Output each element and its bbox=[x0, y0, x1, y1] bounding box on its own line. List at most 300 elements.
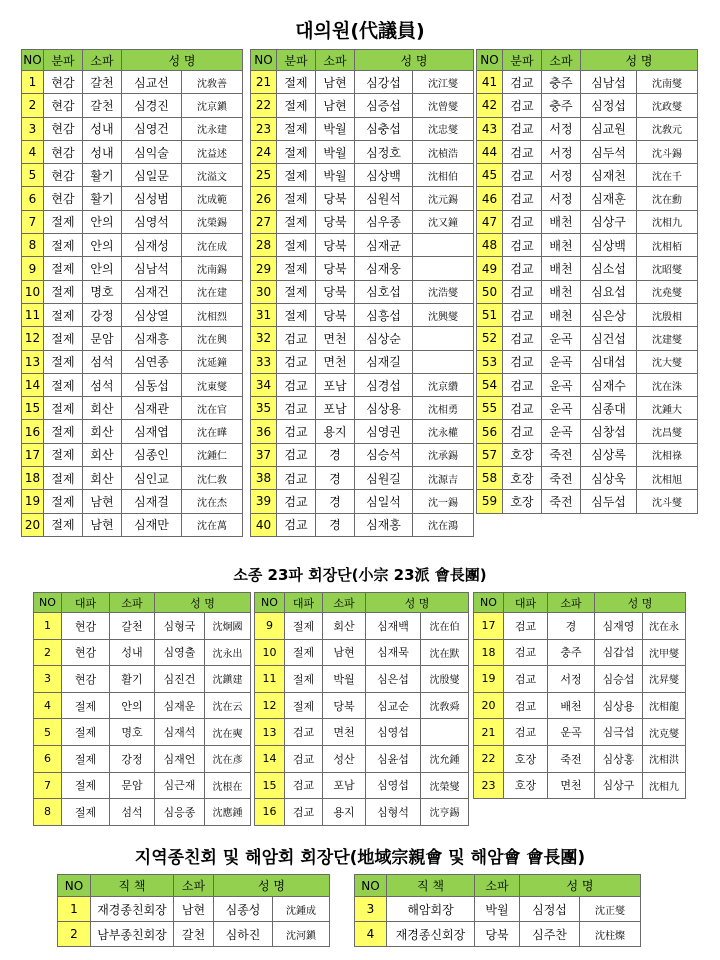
name-hanja-cell: 沈敎善 bbox=[182, 71, 243, 94]
branch-cell: 절제 bbox=[285, 639, 323, 666]
name-korean-cell: 심극섭 bbox=[595, 719, 643, 746]
subbranch-cell: 박월 bbox=[475, 897, 520, 922]
name-korean-cell: 심상백 bbox=[355, 164, 413, 187]
branch-cell: 현감 bbox=[62, 639, 110, 666]
name-hanja-cell: 沈元錫 bbox=[413, 187, 474, 210]
table-row bbox=[251, 164, 474, 187]
table-row bbox=[22, 490, 243, 513]
name-hanja-cell: 沈殷燮 bbox=[421, 666, 469, 693]
branch-cell: 현감 bbox=[44, 140, 83, 163]
name-hanja-cell: 沈炯國 bbox=[205, 613, 251, 640]
table-row bbox=[477, 443, 698, 466]
row-number: 8 bbox=[22, 234, 44, 257]
name-hanja-cell: 沈相旭 bbox=[637, 467, 698, 490]
branch-cell: 검교 bbox=[277, 373, 316, 396]
header-subbranch: 소파 bbox=[316, 50, 355, 71]
branch-cell: 남부종친회장 bbox=[91, 922, 174, 947]
subbranch-cell: 명호 bbox=[110, 719, 155, 746]
branch-cell: 검교 bbox=[277, 467, 316, 490]
row-number: 35 bbox=[251, 397, 277, 420]
header-branch: 대파 bbox=[285, 593, 323, 613]
row-number: 2 bbox=[34, 639, 62, 666]
row-number: 8 bbox=[34, 799, 62, 826]
header-name: 성 명 bbox=[355, 50, 474, 71]
row-number: 5 bbox=[22, 164, 44, 187]
subbranch-cell: 배천 bbox=[542, 210, 581, 233]
header-row bbox=[474, 593, 686, 613]
name-hanja-cell: 沈克燮 bbox=[643, 719, 686, 746]
delegates-title: 대의원(代議員) bbox=[295, 20, 425, 42]
name-korean-cell: 심교순 bbox=[366, 692, 421, 719]
row-number: 10 bbox=[255, 639, 285, 666]
table-row bbox=[477, 490, 698, 513]
name-hanja-cell: 沈東燮 bbox=[182, 373, 243, 396]
name-korean-cell: 심재언 bbox=[155, 745, 205, 772]
row-number: 50 bbox=[477, 280, 503, 303]
table-row bbox=[34, 772, 251, 799]
branch-cell: 절제 bbox=[44, 303, 83, 326]
table-row bbox=[477, 373, 698, 396]
row-number: 40 bbox=[251, 513, 277, 536]
row-number: 6 bbox=[22, 187, 44, 210]
subbranch-cell: 섬석 bbox=[110, 799, 155, 826]
row-number: 31 bbox=[251, 303, 277, 326]
branch-cell: 현감 bbox=[44, 71, 83, 94]
row-number: 16 bbox=[255, 799, 285, 826]
name-hanja-cell: 沈堯燮 bbox=[637, 280, 698, 303]
name-korean-cell: 심은섭 bbox=[366, 666, 421, 693]
name-hanja-cell: 沈永權 bbox=[413, 420, 474, 443]
branch-cell: 현감 bbox=[44, 164, 83, 187]
branch-cell: 절제 bbox=[44, 234, 83, 257]
name-korean-cell: 심우종 bbox=[355, 210, 413, 233]
row-number: 52 bbox=[477, 327, 503, 350]
row-number: 11 bbox=[22, 303, 44, 326]
header-no: NO bbox=[251, 50, 277, 71]
name-hanja-cell: 沈在杰 bbox=[182, 490, 243, 513]
branch-cell: 절제 bbox=[44, 513, 83, 536]
row-number: 3 bbox=[355, 897, 387, 922]
table-row bbox=[477, 350, 698, 373]
header-branch: 직 책 bbox=[91, 875, 174, 897]
subbranch-cell: 면천 bbox=[548, 772, 595, 799]
table-row bbox=[251, 490, 474, 513]
name-korean-cell: 심재백 bbox=[366, 613, 421, 640]
branch-cell: 절제 bbox=[44, 350, 83, 373]
row-number: 44 bbox=[477, 140, 503, 163]
branch-cell: 검교 bbox=[503, 187, 542, 210]
subbranch-cell: 경 bbox=[316, 443, 355, 466]
subbranch-cell: 문암 bbox=[110, 772, 155, 799]
branch-cell: 절제 bbox=[277, 140, 316, 163]
branch-cell: 절제 bbox=[277, 94, 316, 117]
subbranch-cell: 포남 bbox=[316, 373, 355, 396]
table-row bbox=[474, 719, 686, 746]
name-korean-cell: 심응종 bbox=[155, 799, 205, 826]
name-hanja-cell: 沈在奭 bbox=[205, 719, 251, 746]
table-row bbox=[255, 799, 469, 826]
name-hanja-cell: 沈在默 bbox=[421, 639, 469, 666]
subbranch-cell: 남현 bbox=[316, 94, 355, 117]
name-korean-cell: 심두석 bbox=[581, 140, 637, 163]
header-subbranch: 소파 bbox=[174, 875, 214, 897]
header-branch: 직 책 bbox=[387, 875, 475, 897]
name-korean-cell: 심영출 bbox=[155, 639, 205, 666]
header-row bbox=[34, 593, 251, 613]
name-hanja-cell: 沈承錫 bbox=[413, 443, 474, 466]
subbranch-cell: 박월 bbox=[316, 164, 355, 187]
subbranch-cell: 당북 bbox=[475, 922, 520, 947]
subbranch-cell: 죽전 bbox=[542, 467, 581, 490]
name-hanja-cell: 沈在興 bbox=[182, 327, 243, 350]
subbranch-cell: 회산 bbox=[83, 443, 122, 466]
branch-cell: 호장 bbox=[504, 772, 548, 799]
table-row bbox=[477, 164, 698, 187]
header-name: 성 명 bbox=[595, 593, 686, 613]
table-row bbox=[251, 513, 474, 536]
branch-cell: 절제 bbox=[62, 799, 110, 826]
subbranch-cell: 박월 bbox=[323, 666, 366, 693]
name-korean-cell: 심강섭 bbox=[355, 71, 413, 94]
table-row bbox=[22, 303, 243, 326]
table-row bbox=[22, 257, 243, 280]
header-subbranch: 소파 bbox=[323, 593, 366, 613]
name-hanja-cell: 沈殷相 bbox=[637, 303, 698, 326]
subbranch-cell: 남현 bbox=[323, 639, 366, 666]
name-hanja-cell: 沈益述 bbox=[182, 140, 243, 163]
row-number: 1 bbox=[34, 613, 62, 640]
heads23-title: 소종 23파 회장단(小宗 23派 會長團) bbox=[233, 566, 487, 584]
table-row bbox=[251, 117, 474, 140]
row-number: 7 bbox=[34, 772, 62, 799]
branch-cell: 절제 bbox=[44, 373, 83, 396]
header-subbranch: 소파 bbox=[548, 593, 595, 613]
branch-cell: 검교 bbox=[503, 257, 542, 280]
header-no: NO bbox=[477, 50, 503, 71]
table-row bbox=[255, 639, 469, 666]
branch-cell: 절제 bbox=[277, 303, 316, 326]
name-korean-cell: 심승석 bbox=[355, 443, 413, 466]
branch-cell: 절제 bbox=[277, 210, 316, 233]
name-korean-cell: 심재길 bbox=[355, 350, 413, 373]
name-hanja-cell: 沈京鎭 bbox=[182, 94, 243, 117]
subbranch-cell: 죽전 bbox=[548, 745, 595, 772]
subbranch-cell: 갈천 bbox=[110, 613, 155, 640]
name-korean-cell: 심재만 bbox=[122, 513, 182, 536]
name-korean-cell: 심재홍 bbox=[355, 513, 413, 536]
branch-cell: 검교 bbox=[503, 420, 542, 443]
table-row bbox=[477, 257, 698, 280]
subbranch-cell: 운곡 bbox=[542, 420, 581, 443]
name-hanja-cell: 沈大燮 bbox=[637, 350, 698, 373]
name-korean-cell: 심상순 bbox=[355, 327, 413, 350]
subbranch-cell: 활기 bbox=[83, 164, 122, 187]
branch-cell: 검교 bbox=[277, 397, 316, 420]
branch-cell: 절제 bbox=[277, 71, 316, 94]
table-row bbox=[255, 613, 469, 640]
name-korean-cell: 심영권 bbox=[355, 420, 413, 443]
branch-cell: 검교 bbox=[503, 164, 542, 187]
name-hanja-cell: 沈榮錫 bbox=[182, 210, 243, 233]
table-row bbox=[58, 922, 330, 947]
branch-cell: 호장 bbox=[504, 745, 548, 772]
row-number: 12 bbox=[22, 327, 44, 350]
branch-cell: 절제 bbox=[285, 666, 323, 693]
subbranch-cell: 포남 bbox=[323, 772, 366, 799]
table-row bbox=[22, 327, 243, 350]
branch-cell: 검교 bbox=[277, 350, 316, 373]
subbranch-cell: 면천 bbox=[316, 327, 355, 350]
branch-cell: 검교 bbox=[277, 327, 316, 350]
name-hanja-cell: 沈源吉 bbox=[413, 467, 474, 490]
name-korean-cell: 심재흥 bbox=[122, 327, 182, 350]
name-hanja-cell: 沈允鍾 bbox=[421, 745, 469, 772]
branch-cell: 검교 bbox=[285, 719, 323, 746]
name-korean-cell: 심요섭 bbox=[581, 280, 637, 303]
branch-cell: 절제 bbox=[44, 490, 83, 513]
name-hanja-cell: 沈斗燮 bbox=[637, 490, 698, 513]
row-number: 6 bbox=[34, 745, 62, 772]
name-hanja-cell: 沈在曄 bbox=[182, 420, 243, 443]
table-row bbox=[251, 71, 474, 94]
subbranch-cell: 활기 bbox=[110, 666, 155, 693]
table-row bbox=[22, 140, 243, 163]
subbranch-cell: 배천 bbox=[548, 692, 595, 719]
name-hanja-cell: 沈敎元 bbox=[637, 117, 698, 140]
table-row bbox=[474, 745, 686, 772]
name-korean-cell: 심창섭 bbox=[581, 420, 637, 443]
subbranch-cell: 회산 bbox=[83, 397, 122, 420]
table-row bbox=[22, 513, 243, 536]
table-row bbox=[474, 639, 686, 666]
header-name: 성 명 bbox=[520, 875, 641, 897]
name-korean-cell: 심남석 bbox=[122, 257, 182, 280]
table-row bbox=[255, 666, 469, 693]
row-number: 51 bbox=[477, 303, 503, 326]
branch-cell: 절제 bbox=[44, 280, 83, 303]
table-row bbox=[251, 303, 474, 326]
branch-cell: 검교 bbox=[503, 210, 542, 233]
name-hanja-cell: 沈永出 bbox=[205, 639, 251, 666]
table-row bbox=[477, 397, 698, 420]
name-korean-cell: 심재엽 bbox=[122, 420, 182, 443]
row-number: 10 bbox=[22, 280, 44, 303]
subbranch-cell: 남현 bbox=[83, 490, 122, 513]
table-row bbox=[22, 94, 243, 117]
branch-cell: 검교 bbox=[503, 234, 542, 257]
subbranch-cell: 남현 bbox=[174, 897, 214, 922]
name-hanja-cell: 沈敎舜 bbox=[421, 692, 469, 719]
name-hanja-cell: 沈在勳 bbox=[637, 187, 698, 210]
branch-cell: 절제 bbox=[44, 257, 83, 280]
row-number: 25 bbox=[251, 164, 277, 187]
subbranch-cell: 성산 bbox=[323, 745, 366, 772]
table-row bbox=[34, 613, 251, 640]
branch-cell: 검교 bbox=[504, 666, 548, 693]
name-hanja-cell: 沈在伯 bbox=[421, 613, 469, 640]
header-no: NO bbox=[22, 50, 44, 71]
row-number: 11 bbox=[255, 666, 285, 693]
row-number: 49 bbox=[477, 257, 503, 280]
row-number: 56 bbox=[477, 420, 503, 443]
name-korean-cell: 심재석 bbox=[155, 719, 205, 746]
subbranch-cell: 박월 bbox=[316, 117, 355, 140]
header-branch: 분파 bbox=[503, 50, 542, 71]
name-hanja-cell bbox=[413, 234, 474, 257]
row-number: 46 bbox=[477, 187, 503, 210]
branch-cell: 검교 bbox=[503, 71, 542, 94]
subbranch-cell: 서정 bbox=[542, 164, 581, 187]
table-row bbox=[251, 373, 474, 396]
header-no: NO bbox=[474, 593, 504, 613]
name-korean-cell: 심재훈 bbox=[581, 187, 637, 210]
header-row bbox=[255, 593, 469, 613]
row-number: 43 bbox=[477, 117, 503, 140]
name-korean-cell: 심연종 bbox=[122, 350, 182, 373]
name-korean-cell: 심상록 bbox=[581, 443, 637, 466]
name-korean-cell: 심종성 bbox=[214, 897, 273, 922]
table-row bbox=[251, 94, 474, 117]
name-korean-cell: 심상용 bbox=[595, 692, 643, 719]
table-row bbox=[355, 897, 641, 922]
subbranch-cell: 갈천 bbox=[83, 94, 122, 117]
branch-cell: 재경종신회장 bbox=[387, 922, 475, 947]
name-korean-cell: 심상백 bbox=[581, 234, 637, 257]
branch-cell: 절제 bbox=[277, 117, 316, 140]
branch-cell: 절제 bbox=[44, 327, 83, 350]
name-korean-cell: 심재성 bbox=[122, 234, 182, 257]
header-row bbox=[22, 50, 243, 71]
name-korean-cell: 심상홍 bbox=[595, 745, 643, 772]
branch-cell: 절제 bbox=[44, 397, 83, 420]
row-number: 12 bbox=[255, 692, 285, 719]
row-number: 19 bbox=[474, 666, 504, 693]
name-korean-cell: 심성범 bbox=[122, 187, 182, 210]
name-korean-cell: 심윤섭 bbox=[366, 745, 421, 772]
subbranch-cell: 면천 bbox=[323, 719, 366, 746]
branch-cell: 절제 bbox=[277, 234, 316, 257]
name-korean-cell: 심영건 bbox=[122, 117, 182, 140]
subbranch-cell: 서정 bbox=[542, 140, 581, 163]
table-row bbox=[22, 117, 243, 140]
name-hanja-cell: 沈鍾仁 bbox=[182, 443, 243, 466]
name-hanja-cell bbox=[413, 257, 474, 280]
branch-cell: 절제 bbox=[44, 420, 83, 443]
subbranch-cell: 배천 bbox=[542, 234, 581, 257]
table-row bbox=[477, 467, 698, 490]
row-number: 17 bbox=[22, 443, 44, 466]
name-korean-cell: 심소섭 bbox=[581, 257, 637, 280]
header-subbranch: 소파 bbox=[110, 593, 155, 613]
table-row bbox=[255, 772, 469, 799]
subbranch-cell: 당북 bbox=[316, 210, 355, 233]
name-korean-cell: 심상구 bbox=[595, 772, 643, 799]
name-hanja-cell: 沈永建 bbox=[182, 117, 243, 140]
row-number: 9 bbox=[22, 257, 44, 280]
name-hanja-cell: 沈在千 bbox=[637, 164, 698, 187]
subbranch-cell: 안의 bbox=[83, 210, 122, 233]
header-branch: 대파 bbox=[62, 593, 110, 613]
name-korean-cell: 심주찬 bbox=[520, 922, 580, 947]
name-korean-cell: 심영섭 bbox=[366, 772, 421, 799]
name-hanja-cell: 沈楨浩 bbox=[413, 140, 474, 163]
table-row bbox=[474, 613, 686, 640]
name-hanja-cell: 沈在永 bbox=[643, 613, 686, 640]
name-korean-cell: 심증섭 bbox=[355, 94, 413, 117]
name-korean-cell: 심근재 bbox=[155, 772, 205, 799]
subbranch-cell: 성내 bbox=[83, 117, 122, 140]
branch-cell: 호장 bbox=[503, 443, 542, 466]
name-korean-cell: 심재걸 bbox=[122, 490, 182, 513]
table-row bbox=[34, 639, 251, 666]
table-row bbox=[255, 692, 469, 719]
table-row bbox=[22, 467, 243, 490]
branch-cell: 검교 bbox=[504, 613, 548, 640]
table-row bbox=[477, 234, 698, 257]
name-korean-cell: 심재건 bbox=[122, 280, 182, 303]
subbranch-cell: 경 bbox=[316, 490, 355, 513]
header-name: 성 명 bbox=[214, 875, 330, 897]
name-hanja-cell bbox=[413, 327, 474, 350]
row-number: 4 bbox=[22, 140, 44, 163]
name-korean-cell: 심재균 bbox=[355, 234, 413, 257]
row-number: 22 bbox=[474, 745, 504, 772]
table-row bbox=[34, 745, 251, 772]
row-number: 2 bbox=[58, 922, 91, 947]
row-number: 18 bbox=[22, 467, 44, 490]
branch-cell: 절제 bbox=[285, 613, 323, 640]
table-row bbox=[22, 397, 243, 420]
row-number: 27 bbox=[251, 210, 277, 233]
branch-cell: 절제 bbox=[277, 280, 316, 303]
subbranch-cell: 당북 bbox=[316, 234, 355, 257]
subbranch-cell: 당북 bbox=[316, 257, 355, 280]
name-hanja-cell: 沈溢文 bbox=[182, 164, 243, 187]
row-number: 24 bbox=[251, 140, 277, 163]
name-korean-cell: 심재천 bbox=[581, 164, 637, 187]
table-row bbox=[251, 467, 474, 490]
row-number: 58 bbox=[477, 467, 503, 490]
row-number: 14 bbox=[22, 373, 44, 396]
name-korean-cell: 심원석 bbox=[355, 187, 413, 210]
header-no: NO bbox=[34, 593, 62, 613]
table-row bbox=[22, 373, 243, 396]
table-row bbox=[34, 666, 251, 693]
branch-cell: 검교 bbox=[503, 350, 542, 373]
name-korean-cell: 심종대 bbox=[581, 397, 637, 420]
name-hanja-cell: 沈京纘 bbox=[413, 373, 474, 396]
name-hanja-cell: 沈在建 bbox=[182, 280, 243, 303]
subbranch-cell: 서정 bbox=[548, 666, 595, 693]
row-number: 32 bbox=[251, 327, 277, 350]
name-hanja-cell: 沈在洙 bbox=[637, 373, 698, 396]
subbranch-cell: 갈천 bbox=[174, 922, 214, 947]
name-korean-cell: 심진건 bbox=[155, 666, 205, 693]
subbranch-cell: 섬석 bbox=[83, 373, 122, 396]
table-row bbox=[22, 420, 243, 443]
name-korean-cell: 심경섭 bbox=[355, 373, 413, 396]
name-hanja-cell: 沈亨錫 bbox=[421, 799, 469, 826]
table-row bbox=[477, 187, 698, 210]
branch-cell: 검교 bbox=[503, 140, 542, 163]
row-number: 7 bbox=[22, 210, 44, 233]
row-number: 16 bbox=[22, 420, 44, 443]
name-hanja-cell: 沈昌燮 bbox=[637, 420, 698, 443]
table-row bbox=[22, 443, 243, 466]
branch-cell: 검교 bbox=[504, 692, 548, 719]
name-hanja-cell: 沈鍾成 bbox=[273, 897, 330, 922]
subbranch-cell: 섬석 bbox=[83, 350, 122, 373]
